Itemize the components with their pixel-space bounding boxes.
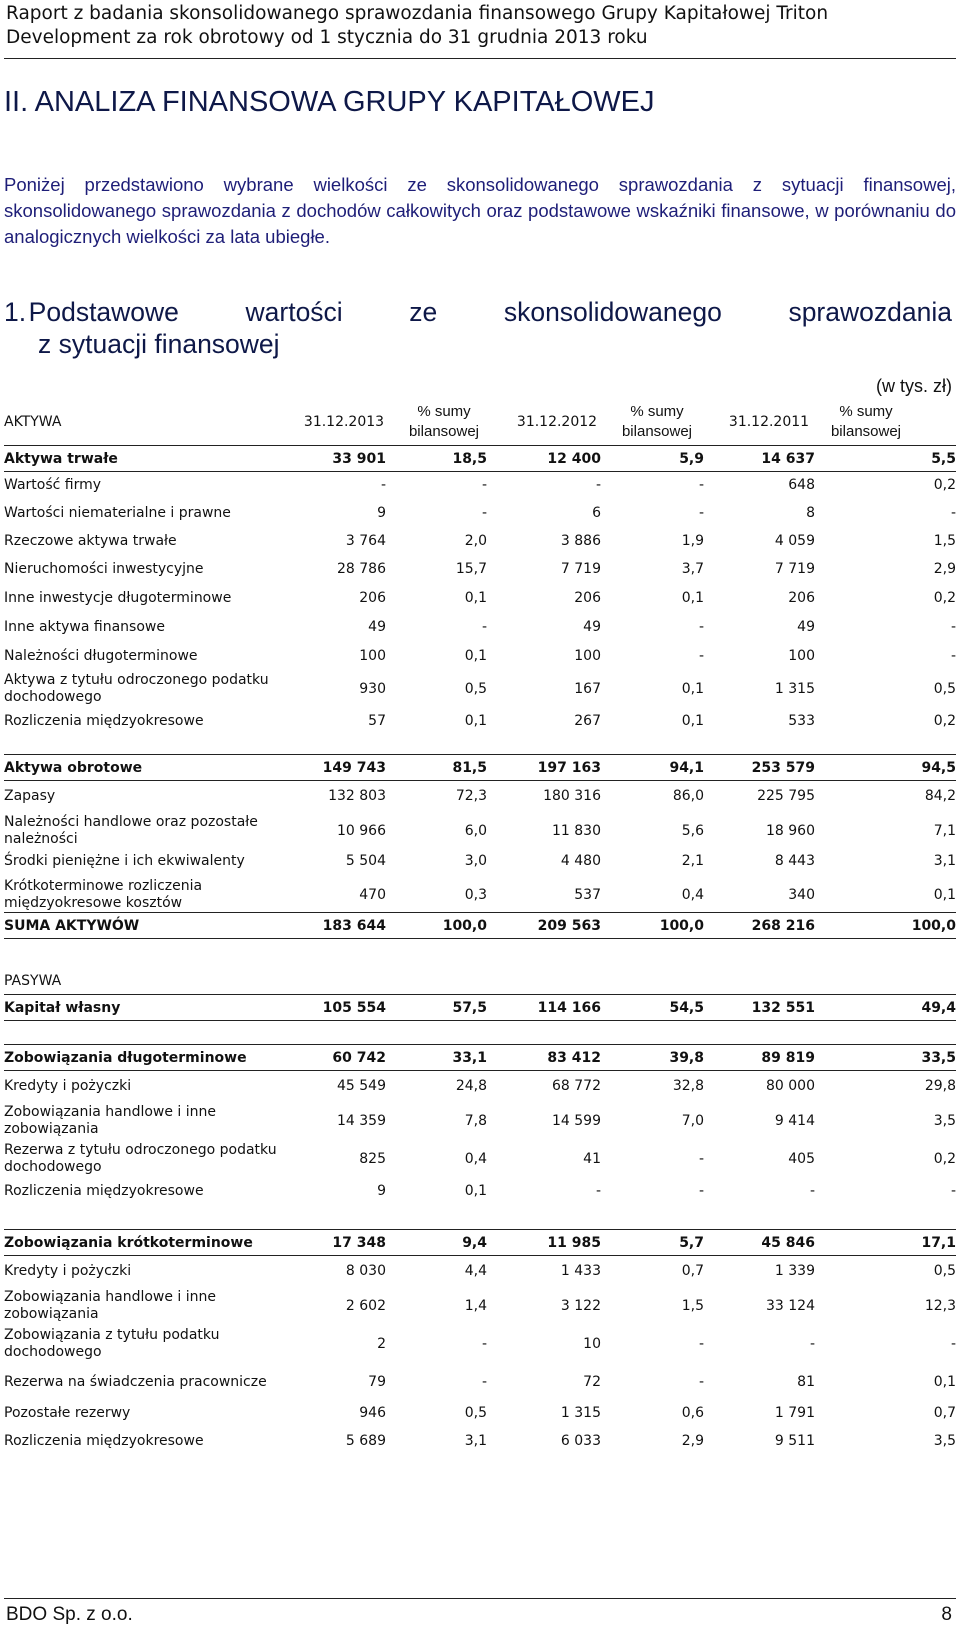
cell-value-2011: 14 637	[761, 451, 815, 467]
cell-pct-2013: 6,0	[464, 823, 487, 839]
cell-pct-2013: 0,3	[464, 887, 487, 903]
cell-pct-2012: -	[698, 1151, 704, 1167]
table-row	[4, 1363, 956, 1401]
col-header-2012: 31.12.2012	[516, 414, 598, 430]
table-row	[4, 1178, 956, 1204]
table-row	[4, 1428, 956, 1454]
cell-value-2012: 83 412	[547, 1050, 601, 1066]
table-row	[4, 968, 956, 994]
cell-pct-2013: 1,4	[464, 1298, 487, 1314]
cell-value-2012: 11 985	[547, 1235, 601, 1251]
cell-pct-2012: -	[698, 619, 704, 635]
table-row	[4, 643, 956, 669]
cell-pct-2012: 39,8	[669, 1050, 704, 1066]
cell-value-2013	[294, 968, 386, 994]
cell-value-2011: 9 414	[774, 1113, 815, 1129]
cell-pct-2013: 7,8	[464, 1113, 487, 1129]
row-underline	[4, 471, 956, 472]
row-divider	[4, 912, 956, 913]
row-label: Krótkoterminowe rozliczenia międzyokresowe kosztów	[4, 878, 203, 911]
cell-value-2013: 2 602	[345, 1298, 386, 1314]
cell-pct-2012: 0,1	[681, 713, 704, 729]
cell-pct-2012: 7,0	[681, 1113, 704, 1129]
row-label: Rzeczowe aktywa trwałe	[4, 532, 177, 549]
table-header-row	[4, 398, 956, 446]
subsection-word: wartości	[245, 297, 343, 327]
cell-value-2011: 132 551	[751, 1000, 815, 1016]
cell-value-2011: 100	[788, 648, 815, 664]
cell-pct-2012: 32,8	[672, 1078, 704, 1094]
cell-value-2013: 2	[377, 1336, 386, 1352]
cell-value-2013: 946	[359, 1405, 386, 1421]
cell-pct-2011: -	[950, 505, 956, 521]
cell-value-2011: 268 216	[751, 918, 815, 934]
cell-value-2013: 57	[368, 713, 386, 729]
cell-pct-2011: 17,1	[921, 1235, 956, 1251]
header-divider	[4, 58, 956, 59]
unit-label: (w tys. zł)	[876, 376, 952, 396]
cell-value-2011: 8 443	[774, 853, 815, 869]
cell-value-2011: 405	[788, 1151, 815, 1167]
row-label: Pozostałe rezerwy	[4, 1404, 131, 1421]
row-underline	[4, 1070, 956, 1071]
table-row	[4, 472, 956, 498]
cell-pct-2012: 100,0	[659, 918, 704, 934]
cell-pct-2011: 2,9	[933, 561, 956, 577]
row-label: Inne aktywa finansowe	[4, 618, 165, 635]
cell-pct-2011	[815, 968, 956, 994]
subsection-title	[4, 296, 952, 360]
cell-value-2011: 9 511	[774, 1433, 815, 1449]
cell-value-2013: 60 742	[332, 1050, 386, 1066]
cell-value-2011: 1 791	[774, 1405, 815, 1421]
section-title: II. ANALIZA FINANSOWA GRUPY KAPITAŁOWEJ	[4, 86, 655, 118]
row-underline	[4, 1020, 956, 1021]
cell-pct-2013: 3,0	[464, 853, 487, 869]
cell-value-2012: 267	[574, 713, 601, 729]
cell-pct-2013: 72,3	[455, 788, 487, 804]
cell-pct-2012: -	[698, 1336, 704, 1352]
table-row	[4, 1045, 956, 1071]
cell-value-2012: 167	[574, 681, 601, 697]
cell-value-2013: 105 554	[322, 1000, 386, 1016]
row-label: Inne inwestycje długoterminowe	[4, 589, 232, 606]
cell-value-2012: 180 316	[543, 788, 601, 804]
cell-value-2011: 7 719	[774, 561, 815, 577]
table-row	[4, 848, 956, 874]
cell-pct-2013: 18,5	[452, 451, 487, 467]
cell-pct-2011: -	[950, 1183, 956, 1199]
cell-value-2013: 5 689	[345, 1433, 386, 1449]
cell-pct-2011: 12,3	[924, 1298, 956, 1314]
footer-divider	[4, 1598, 956, 1599]
table-row	[4, 528, 956, 554]
subsection-word: sprawozdania	[788, 297, 952, 327]
cell-value-2013: 9	[377, 1183, 386, 1199]
cell-value-2012: 209 563	[537, 918, 601, 934]
cell-pct-2012: 1,5	[681, 1298, 704, 1314]
cell-value-2013: 17 348	[332, 1235, 386, 1251]
cell-pct-2013: -	[481, 1374, 487, 1390]
cell-value-2013: 825	[359, 1151, 386, 1167]
cell-pct-2011: 0,5	[933, 681, 956, 697]
cell-pct-2011: 0,1	[933, 887, 956, 903]
row-label: Nieruchomości inwestycyjne	[4, 560, 204, 577]
cell-value-2012	[487, 968, 601, 994]
cell-pct-2013: 0,1	[464, 713, 487, 729]
cell-value-2011: 206	[788, 590, 815, 606]
row-label: Rezerwa z tytułu odroczonego podatku dochodowego	[4, 1142, 277, 1175]
cell-pct-2011: 0,2	[933, 1151, 956, 1167]
cell-pct-2012: 0,1	[681, 681, 704, 697]
cell-value-2012: 10	[583, 1336, 601, 1352]
cell-pct-2011: 94,5	[921, 760, 956, 776]
table-row	[4, 1230, 956, 1256]
cell-value-2012: 3 886	[560, 533, 601, 549]
cell-pct-2013: 33,1	[452, 1050, 487, 1066]
row-divider	[4, 754, 956, 755]
cell-value-2012: 49	[583, 619, 601, 635]
cell-value-2013: 100	[359, 648, 386, 664]
cell-pct-2013: 3,1	[464, 1433, 487, 1449]
cell-pct-2013: -	[481, 477, 487, 493]
row-label: Zobowiązania z tytułu podatku dochodowego	[4, 1327, 220, 1360]
footer-company: BDO Sp. z o.o.	[6, 1604, 133, 1625]
table-row	[4, 755, 956, 781]
subsection-word: ze	[409, 297, 438, 327]
page-footer	[6, 1604, 952, 1626]
row-label: Środki pieniężne i ich ekwiwalenty	[4, 852, 245, 869]
cell-pct-2012: 5,9	[679, 451, 704, 467]
table-row	[4, 1258, 956, 1284]
cell-value-2011: 533	[788, 713, 815, 729]
cell-value-2012: 6	[592, 505, 601, 521]
cell-value-2012: 1 315	[560, 1405, 601, 1421]
cell-pct-2012: -	[698, 1374, 704, 1390]
cell-value-2011: 45 846	[761, 1235, 815, 1251]
row-divider	[4, 1229, 956, 1230]
cell-pct-2011: 0,5	[933, 1263, 956, 1279]
cell-pct-2013: -	[481, 619, 487, 635]
row-divider	[4, 445, 956, 446]
subsection-word: 1.	[4, 297, 27, 327]
cell-pct-2012: 0,6	[681, 1405, 704, 1421]
row-label: PASYWA	[4, 972, 62, 989]
cell-value-2013: 183 644	[322, 918, 386, 934]
row-label: Zobowiązania długoterminowe	[4, 1049, 247, 1066]
cell-value-2011: 225 795	[757, 788, 815, 804]
table-row	[4, 500, 956, 526]
cell-value-2011: 33 124	[766, 1298, 815, 1314]
cell-value-2011: 80 000	[766, 1078, 815, 1094]
cell-value-2011	[704, 968, 815, 994]
cell-pct-2012: 1,9	[681, 533, 704, 549]
cell-pct-2013: 9,4	[462, 1235, 487, 1251]
cell-value-2013: 49	[368, 619, 386, 635]
cell-pct-2011: 29,8	[924, 1078, 956, 1094]
table-row	[4, 1102, 956, 1140]
table-row	[4, 913, 956, 939]
cell-value-2012: 206	[574, 590, 601, 606]
cell-pct-2011: 0,2	[933, 590, 956, 606]
cell-value-2013: 8 030	[345, 1263, 386, 1279]
row-label: Kredyty i pożyczki	[4, 1262, 132, 1279]
header-line-1: Raport z badania skonsolidowanego sprawozdania finansowego Grupy Kapitałowej Triton	[6, 3, 829, 24]
col-header-pct-2013: % sumy bilansowej	[408, 403, 480, 440]
cell-pct-2013: 4,4	[464, 1263, 487, 1279]
cell-value-2013: 9	[377, 505, 386, 521]
cell-pct-2013: 15,7	[455, 561, 487, 577]
cell-value-2011: 340	[788, 887, 815, 903]
row-divider	[4, 1044, 956, 1045]
row-label: SUMA AKTYWÓW	[4, 917, 140, 934]
cell-value-2012: 100	[574, 648, 601, 664]
cell-value-2013: 33 901	[332, 451, 386, 467]
cell-pct-2011: 33,5	[921, 1050, 956, 1066]
cell-value-2012: 537	[574, 887, 601, 903]
row-label: Aktywa trwałe	[4, 450, 118, 467]
row-label: Zobowiązania handlowe i inne zobowiązania	[4, 1289, 217, 1322]
row-label: Aktywa obrotowe	[4, 759, 143, 776]
cell-pct-2011: -	[950, 619, 956, 635]
cell-pct-2013: -	[481, 505, 487, 521]
cell-value-2013: 10 966	[337, 823, 386, 839]
cell-pct-2012: 5,6	[681, 823, 704, 839]
col-header-2013: 31.12.2013	[303, 414, 385, 430]
row-label: Rozliczenia międzyokresowe	[4, 1432, 204, 1449]
cell-value-2011: -	[809, 1183, 815, 1199]
cell-pct-2012: 0,4	[681, 887, 704, 903]
cell-pct-2013: 0,5	[464, 1405, 487, 1421]
cell-pct-2013: 0,1	[464, 590, 487, 606]
cell-value-2012: 11 830	[552, 823, 601, 839]
row-label: Należności długoterminowe	[4, 647, 198, 664]
cell-pct-2012: 5,7	[679, 1235, 704, 1251]
row-underline	[4, 938, 956, 939]
cell-pct-2013: 2,0	[464, 533, 487, 549]
cell-value-2012: 197 163	[537, 760, 601, 776]
table-row	[4, 446, 956, 472]
cell-pct-2011: 5,5	[931, 451, 956, 467]
cell-pct-2011: 0,1	[933, 1374, 956, 1390]
cell-pct-2013: 0,1	[464, 648, 487, 664]
row-label: Rozliczenia międzyokresowe	[4, 712, 204, 729]
table-row	[4, 876, 956, 914]
cell-pct-2012: 94,1	[669, 760, 704, 776]
cell-value-2013: 28 786	[337, 561, 386, 577]
cell-value-2011: 1 339	[774, 1263, 815, 1279]
cell-pct-2012: 2,1	[681, 853, 704, 869]
cell-pct-2013: 0,1	[464, 1183, 487, 1199]
cell-pct-2012: 54,5	[669, 1000, 704, 1016]
cell-pct-2013: -	[481, 1336, 487, 1352]
cell-value-2012: -	[595, 477, 601, 493]
cell-value-2011: 81	[797, 1374, 815, 1390]
cell-pct-2011: 1,5	[933, 533, 956, 549]
cell-pct-2011: 7,1	[933, 823, 956, 839]
cell-value-2011: 18 960	[766, 823, 815, 839]
table-row	[4, 708, 956, 734]
cell-pct-2012: 0,7	[681, 1263, 704, 1279]
table-row	[4, 1287, 956, 1325]
cell-value-2012: 41	[583, 1151, 601, 1167]
row-label: Aktywa z tytułu odroczonego podatku dochodowego	[4, 672, 269, 705]
row-label: Zapasy	[4, 787, 56, 804]
cell-value-2011: 253 579	[751, 760, 815, 776]
cell-value-2013: 206	[359, 590, 386, 606]
col-header-2011: 31.12.2011	[728, 414, 810, 430]
cell-pct-2013: 100,0	[442, 918, 487, 934]
cell-value-2012: 6 033	[560, 1433, 601, 1449]
cell-value-2013: 132 803	[328, 788, 386, 804]
cell-value-2013: 14 359	[337, 1113, 386, 1129]
row-divider	[4, 994, 956, 995]
header-line-2: Development za rok obrotowy od 1 stycznia do 31 grudnia 2013 roku	[6, 27, 648, 48]
cell-value-2012: 12 400	[547, 451, 601, 467]
cell-value-2012: 14 599	[552, 1113, 601, 1129]
table-row	[4, 1400, 956, 1426]
cell-value-2011: -	[809, 1336, 815, 1352]
col-header-pct-2012: % sumy bilansowej	[621, 403, 693, 440]
row-label: Rezerwa na świadczenia pracownicze	[4, 1373, 267, 1390]
cell-pct-2011: 84,2	[924, 788, 956, 804]
cell-value-2011: 648	[788, 477, 815, 493]
cell-pct-2012: -	[698, 505, 704, 521]
row-label: Wartości niematerialne i prawne	[4, 504, 231, 521]
subsection-word: skonsolidowanego	[503, 297, 722, 327]
cell-value-2013: -	[380, 477, 386, 493]
report-header	[6, 2, 828, 50]
page-number: 8	[941, 1604, 952, 1625]
cell-value-2011: 89 819	[761, 1050, 815, 1066]
cell-pct-2012: 0,1	[681, 590, 704, 606]
cell-value-2013: 3 764	[345, 533, 386, 549]
cell-value-2012: 1 433	[560, 1263, 601, 1279]
intro-paragraph: Poniżej przedstawiono wybrane wielkości ze skonsolidowanego sprawozdania z sytuacji finansowej, skonsolidowanego sprawozdania z dochodów całkowitych oraz podstawowe wskaźniki finansowe, w porównaniu do analogicznych wielkości za lata ubiegłe.	[4, 174, 956, 247]
cell-pct-2011: 0,2	[933, 713, 956, 729]
cell-pct-2011: 3,5	[933, 1433, 956, 1449]
cell-value-2011: 1 315	[774, 681, 815, 697]
col-header-aktywa: AKTYWA	[4, 413, 62, 430]
cell-pct-2011: 3,1	[933, 853, 956, 869]
table-row	[4, 783, 956, 809]
row-label: Wartość firmy	[4, 476, 102, 493]
row-label: Należności handlowe oraz pozostałe należności	[4, 814, 258, 847]
cell-value-2013: 149 743	[322, 760, 386, 776]
row-underline	[4, 1255, 956, 1256]
cell-pct-2012	[601, 968, 704, 994]
cell-pct-2011: 3,5	[933, 1113, 956, 1129]
cell-pct-2012: 86,0	[672, 788, 704, 804]
cell-pct-2012: -	[698, 1183, 704, 1199]
cell-pct-2013: 0,4	[464, 1151, 487, 1167]
cell-value-2012: 68 772	[552, 1078, 601, 1094]
cell-value-2012: -	[595, 1183, 601, 1199]
cell-pct-2011: -	[950, 1336, 956, 1352]
table-row	[4, 556, 956, 582]
cell-pct-2011: 100,0	[911, 918, 956, 934]
cell-value-2013: 930	[359, 681, 386, 697]
cell-pct-2013: 24,8	[455, 1078, 487, 1094]
cell-pct-2013: 0,5	[464, 681, 487, 697]
row-label: Kredyty i pożyczki	[4, 1077, 132, 1094]
cell-pct-2013: 81,5	[452, 760, 487, 776]
table-row	[4, 670, 956, 708]
cell-pct-2011: 0,2	[933, 477, 956, 493]
table-row	[4, 1073, 956, 1099]
table-row	[4, 614, 956, 640]
subsection-line-2: z sytuacji finansowej	[38, 329, 280, 359]
cell-value-2011: 8	[806, 505, 815, 521]
row-label: Kapitał własny	[4, 999, 121, 1016]
table-row	[4, 1140, 956, 1178]
row-label: Zobowiązania krótkoterminowe	[4, 1234, 253, 1251]
table-row	[4, 1325, 956, 1363]
cell-pct-2011: 49,4	[921, 1000, 956, 1016]
row-label: Zobowiązania handlowe i inne zobowiązania	[4, 1104, 217, 1137]
table-row	[4, 995, 956, 1021]
cell-value-2012: 4 480	[560, 853, 601, 869]
table-row	[4, 812, 956, 850]
cell-value-2013: 5 504	[345, 853, 386, 869]
table-row	[4, 585, 956, 611]
cell-pct-2012: 2,9	[681, 1433, 704, 1449]
cell-pct-2012: 3,7	[681, 561, 704, 577]
subsection-word: Podstawowe	[28, 297, 179, 327]
cell-value-2013: 45 549	[337, 1078, 386, 1094]
cell-pct-2011: 0,7	[933, 1405, 956, 1421]
cell-pct-2013	[386, 968, 487, 994]
cell-value-2012: 7 719	[560, 561, 601, 577]
cell-pct-2011: -	[950, 648, 956, 664]
cell-value-2012: 114 166	[537, 1000, 601, 1016]
cell-pct-2013: 57,5	[452, 1000, 487, 1016]
cell-value-2013: 470	[359, 887, 386, 903]
cell-value-2012: 72	[583, 1374, 601, 1390]
col-header-pct-2011: % sumy bilansowej	[830, 403, 902, 440]
cell-value-2011: 49	[797, 619, 815, 635]
cell-pct-2012: -	[698, 648, 704, 664]
cell-value-2012: 3 122	[560, 1298, 601, 1314]
cell-pct-2012: -	[698, 477, 704, 493]
cell-value-2011: 4 059	[774, 533, 815, 549]
row-underline	[4, 780, 956, 781]
cell-value-2013: 79	[368, 1374, 386, 1390]
row-label: Rozliczenia międzyokresowe	[4, 1182, 204, 1199]
